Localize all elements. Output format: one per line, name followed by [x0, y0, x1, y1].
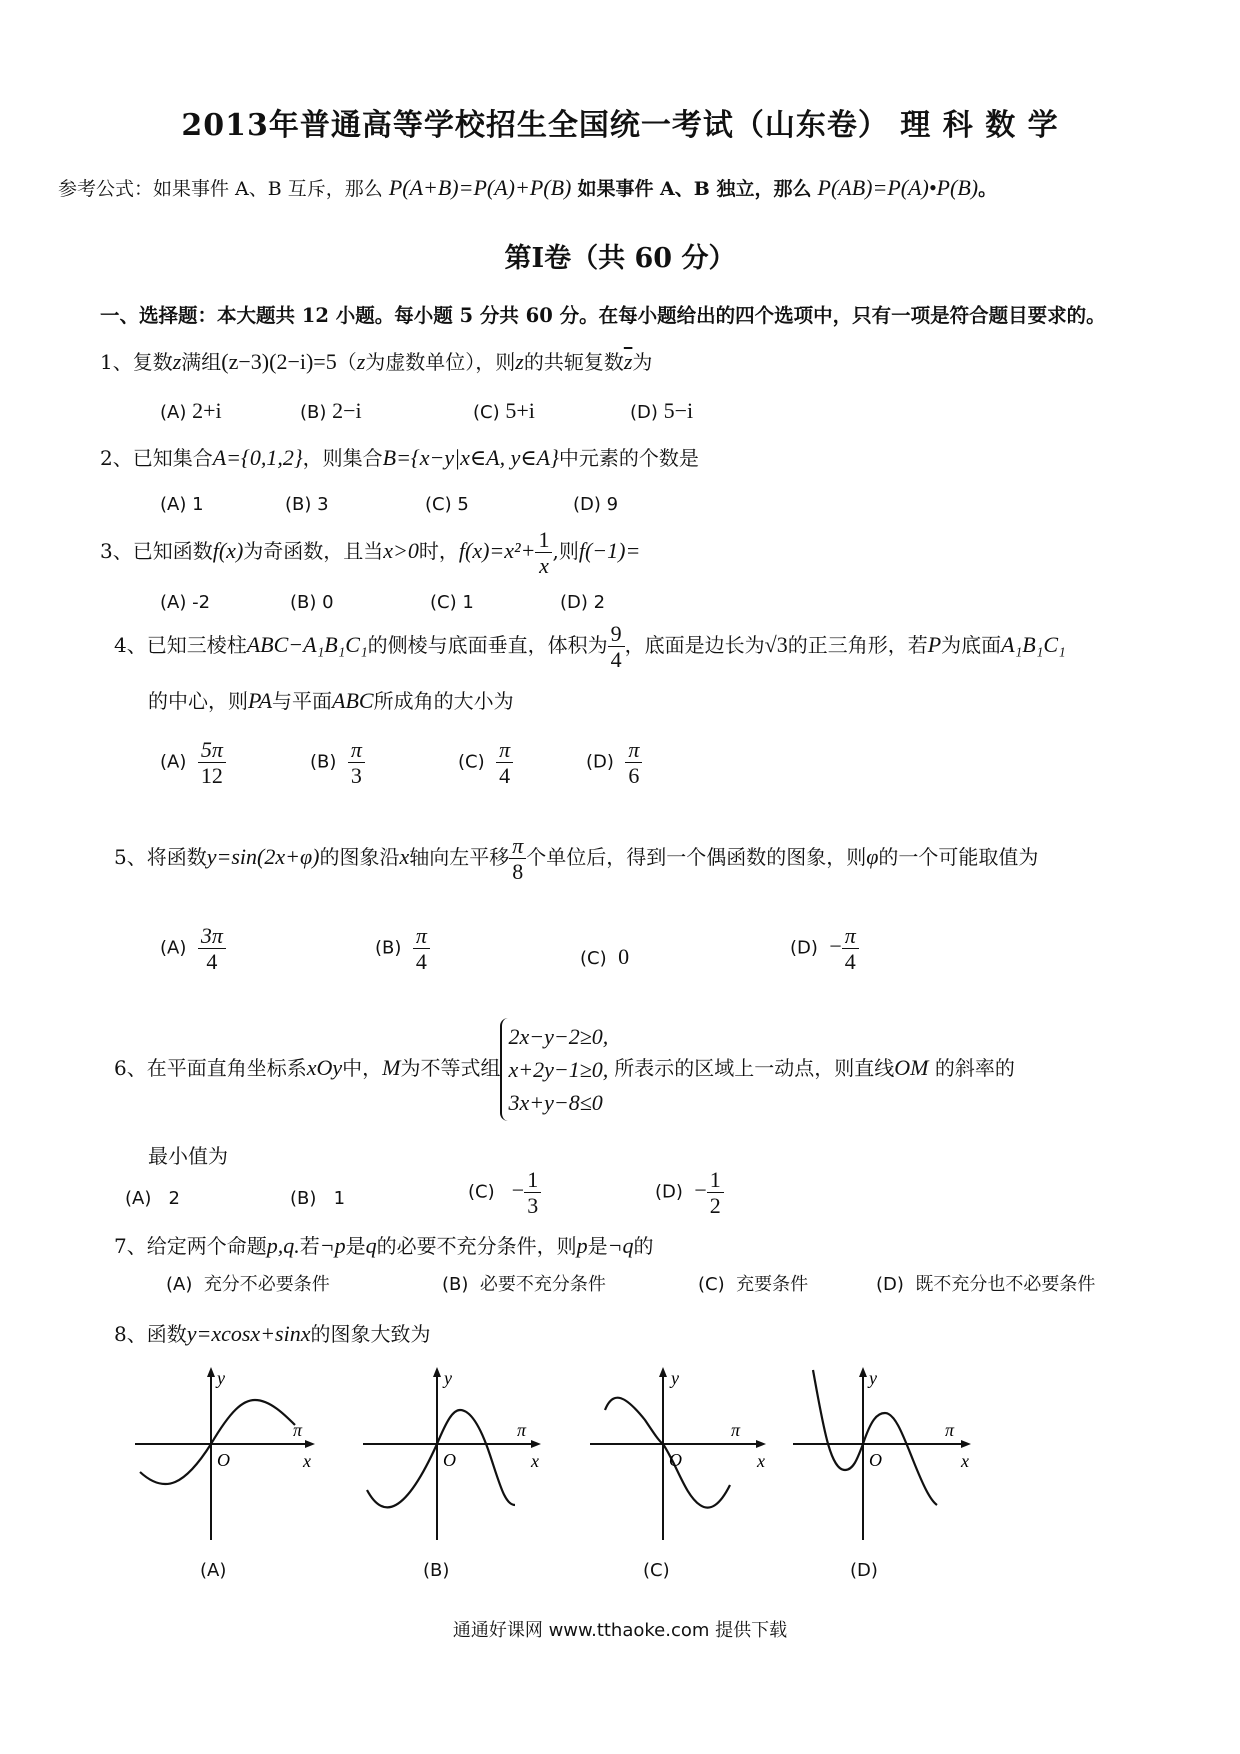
- q5-option-d-label: (D): [790, 937, 818, 959]
- q7-b-value: 必要不充分条件: [479, 1274, 606, 1295]
- q5-b-num: π: [413, 924, 430, 949]
- q6-option-a[interactable]: [125, 1188, 180, 1209]
- q8-d-pi: π: [945, 1420, 955, 1440]
- q7-text-b: 若: [299, 1234, 320, 1258]
- q7-text-e: 是: [587, 1234, 608, 1258]
- q1-option-c[interactable]: [473, 398, 535, 424]
- q1-option-d[interactable]: [630, 398, 693, 424]
- q7-not-q: ¬q: [607, 1233, 634, 1258]
- q4-side: √3: [764, 632, 788, 658]
- q5-shift-fraction: [509, 834, 526, 883]
- q6-text-d: 所表示的区域上一动点，则直线: [614, 1056, 895, 1080]
- q3-text-d: ,则: [552, 539, 579, 564]
- q3-option-c[interactable]: (C) 1: [430, 592, 474, 613]
- q5-text-d: 个单位后，得到一个偶函数的图象，则: [526, 845, 867, 870]
- q5-shift-den: 8: [512, 859, 524, 885]
- q8-a-x-label: x: [303, 1451, 311, 1471]
- q5-b-den: 4: [415, 949, 427, 975]
- q3-fx: f(x): [212, 538, 244, 564]
- question-2: [100, 442, 699, 471]
- ref-prefix: 参考公式：如果事件 A、B 互斥，那么: [58, 178, 383, 200]
- part-title: 第Ⅰ卷（共 60 分）: [504, 243, 736, 274]
- q5-d-sign: −: [829, 933, 842, 959]
- q6-option-a-label: (A): [125, 1188, 152, 1209]
- q7-option-d-label: (D): [876, 1274, 904, 1295]
- q8-b-origin: O: [443, 1450, 456, 1470]
- q8-graph-c[interactable]: [585, 1365, 775, 1545]
- q7-text-d: 的必要不充分条件，则: [376, 1234, 577, 1258]
- q8-d-origin: O: [869, 1450, 882, 1470]
- q5-option-a[interactable]: [160, 924, 226, 973]
- q4-abc: ABC: [332, 688, 374, 713]
- q6-option-c-label: (C): [468, 1181, 495, 1203]
- q4-c-den: 4: [499, 763, 511, 789]
- q7-option-a[interactable]: [166, 1270, 330, 1296]
- q4-option-c-label: (C): [458, 751, 485, 773]
- q8-b-y-label: y: [444, 1368, 452, 1388]
- q6-inequality-system: [500, 1018, 614, 1121]
- q1-text-f: 为: [632, 350, 653, 374]
- q7-option-b-label: (B): [442, 1274, 469, 1295]
- q8-b-pi: π: [517, 1420, 527, 1440]
- q6-option-d[interactable]: [655, 1168, 724, 1217]
- question-7: [114, 1230, 653, 1259]
- q5-a-den: 4: [206, 949, 218, 975]
- q1-option-c-value: 5+i: [505, 398, 535, 423]
- q1-text-a: 1、复数: [100, 350, 173, 374]
- reference-formula: [58, 174, 997, 201]
- q8-b-x-label: x: [531, 1451, 539, 1471]
- q6-ineq-2: x+2y−1≥0,: [508, 1057, 609, 1082]
- q4-volume-fraction: [608, 622, 625, 671]
- q4-option-a[interactable]: [160, 738, 226, 787]
- q7-option-b[interactable]: [442, 1270, 606, 1296]
- q5-option-b-label: (B): [375, 937, 402, 959]
- q1-conjugate: $\overline{z}$: [623, 349, 633, 374]
- q7-text-c: 是: [345, 1234, 366, 1258]
- q1-option-a-value: 2+i: [192, 398, 222, 423]
- q4-text-b: 的侧棱与底面垂直，体积为: [367, 633, 608, 658]
- q1-text-d: 为虚数单位），则: [365, 350, 516, 374]
- q6-text-e: 的斜率的: [934, 1056, 1015, 1080]
- q1-option-b-value: 2−i: [332, 398, 362, 423]
- q8-c-x-label: x: [757, 1451, 765, 1471]
- q7-q: q: [365, 1233, 377, 1258]
- q1-var: z: [172, 349, 182, 374]
- q8-caption-c[interactable]: (C): [643, 1560, 670, 1581]
- q5-d-num: π: [842, 924, 859, 949]
- q6-option-b-label: (B): [290, 1188, 317, 1209]
- q3-text-c: 时，: [418, 539, 459, 564]
- q4-line2-c: 所成角的大小为: [373, 689, 514, 713]
- q5-option-c-label: (C): [580, 948, 607, 969]
- ref-end: 。: [978, 178, 998, 200]
- question-5: [114, 834, 1038, 883]
- q7-d-value: 既不充分也不必要条件: [915, 1274, 1096, 1295]
- question-4-line-2: [148, 685, 514, 714]
- q4-text-a: 4、已知三棱柱: [114, 633, 247, 658]
- q4-option-b[interactable]: [310, 738, 365, 787]
- question-8: [114, 1318, 430, 1347]
- q7-option-a-label: (A): [166, 1274, 193, 1295]
- q1-option-d-label: (D): [630, 402, 658, 423]
- q7-pq: p,q.: [266, 1233, 300, 1258]
- q3-frac-num: 1: [535, 528, 552, 553]
- q6-ineq-1: 2x−y−2≥0,: [508, 1024, 609, 1049]
- q7-option-c-label: (C): [698, 1274, 725, 1295]
- q4-option-c[interactable]: [458, 738, 513, 787]
- q4-line2-a: 的中心，则: [148, 689, 248, 713]
- q3-text-a: 3、已知函数: [100, 539, 213, 564]
- q5-option-a-frac: [198, 924, 226, 973]
- q4-vol-num: 9: [608, 622, 625, 647]
- section-title: 一、选择题：本大题共 12 小题。每小题 5 分共 60 分。在每小题给出的四个选项中，只有一项是符合题目要求的。: [100, 304, 1106, 327]
- q3-cond: x>0: [383, 538, 419, 564]
- q8-c-y-label: y: [671, 1368, 679, 1388]
- q5-text-c: 轴向左平移: [409, 845, 510, 870]
- q3-expr: f(x)=x²+: [458, 538, 536, 564]
- q4-option-d-label: (D): [586, 751, 614, 773]
- q5-c-value: 0: [618, 944, 630, 969]
- q3-option-d[interactable]: (D) 2: [560, 592, 606, 613]
- q6-d-num: 1: [707, 1168, 724, 1193]
- q3-option-b[interactable]: (B) 0: [290, 592, 334, 613]
- q4-line2-b: 与平面: [272, 689, 333, 713]
- q8-a-y-label: y: [217, 1368, 225, 1388]
- question-6-line-2: 最小值为: [148, 1144, 228, 1168]
- q4-text-e: 为底面: [941, 633, 1002, 658]
- q2-option-d[interactable]: (D) 9: [573, 494, 619, 515]
- q6-om: OM: [894, 1055, 929, 1080]
- q7-c-value: 充要条件: [736, 1274, 809, 1295]
- q2-text-c: 中元素的个数是: [558, 446, 699, 470]
- q4-option-c-frac: [496, 738, 513, 787]
- q3-frac-den: x: [539, 553, 549, 579]
- q4-prism: ABC−A₁B₁C₁: [246, 632, 368, 658]
- q7-option-c[interactable]: [698, 1270, 808, 1296]
- ref-formula-1: P(A+B)=P(A)+P(B): [388, 175, 572, 200]
- q5-text-b: 的图象沿: [319, 845, 400, 870]
- q4-option-d[interactable]: [586, 738, 642, 787]
- q3-text-b: 为奇函数，且当: [243, 539, 384, 564]
- q1-var-3: z: [515, 349, 524, 374]
- q4-d-den: 6: [628, 763, 640, 789]
- q8-c-pi: π: [731, 1420, 741, 1440]
- q3-fraction: [535, 528, 552, 577]
- q8-graph-a[interactable]: [125, 1365, 315, 1545]
- q2-option-b[interactable]: (B) 3: [285, 494, 329, 515]
- q5-option-b-frac: [413, 924, 430, 973]
- q1-option-a[interactable]: [160, 398, 222, 424]
- q8-caption-d[interactable]: (D): [850, 1560, 878, 1581]
- q6-option-b[interactable]: [290, 1188, 345, 1209]
- q1-text-e: 的共轭复数: [523, 350, 624, 374]
- q8-graph-b[interactable]: [355, 1365, 545, 1545]
- q6-a-value: 2: [168, 1188, 180, 1209]
- q7-option-d[interactable]: [876, 1270, 1095, 1296]
- q4-base: A₁B₁C₁: [1001, 632, 1066, 658]
- q5-text-e: 的一个可能取值为: [878, 845, 1039, 870]
- q3-tail: f(−1)=: [578, 538, 641, 564]
- question-1: [100, 346, 652, 375]
- q4-b-den: 3: [350, 763, 362, 789]
- q6-text-b: 中，: [342, 1056, 383, 1080]
- q5-option-a-label: (A): [160, 937, 187, 959]
- q5-option-d[interactable]: [790, 924, 859, 973]
- q8-text-b: 的图象大致为: [310, 1322, 431, 1346]
- q1-text-b: 满组: [181, 350, 222, 374]
- q8-graph-d[interactable]: [785, 1365, 975, 1545]
- q6-ineq-3: 3x+y−8≤0: [508, 1090, 603, 1115]
- q4-option-b-label: (B): [310, 751, 337, 773]
- q4-option-a-frac: [198, 738, 226, 787]
- q8-c-origin: O: [669, 1450, 682, 1470]
- ref-middle: 如果事件 A、B 独立，那么: [577, 178, 812, 200]
- q2-text-b: ，则集合: [302, 446, 383, 470]
- q4-a-num: 5π: [198, 738, 226, 763]
- q6-c-num: 1: [524, 1168, 541, 1193]
- q2-set-a: A={0,1,2}: [212, 445, 303, 470]
- q6-text-a: 6、在平面直角坐标系: [114, 1056, 307, 1080]
- q5-d-den: 4: [844, 949, 856, 975]
- q7-a-value: 充分不必要条件: [203, 1274, 330, 1295]
- q8-a-origin: O: [217, 1450, 230, 1470]
- q4-point-p: P: [927, 632, 942, 658]
- q8-func: y=xcosx+sinx: [186, 1321, 311, 1346]
- q5-func: y=sin(2x+φ): [206, 844, 320, 870]
- q5-a-num: 3π: [198, 924, 226, 949]
- q4-c-num: π: [496, 738, 513, 763]
- q5-shift-num: π: [509, 834, 526, 859]
- q8-d-x-label: x: [961, 1451, 969, 1471]
- q6-option-c[interactable]: [468, 1168, 541, 1217]
- q8-a-pi: π: [293, 1420, 303, 1440]
- q1-option-b-label: (B): [300, 402, 327, 423]
- q8-caption-b[interactable]: (B): [423, 1560, 450, 1581]
- q6-b-value: 1: [333, 1188, 346, 1209]
- q1-text-c: （: [336, 350, 357, 374]
- q4-d-num: π: [625, 738, 642, 763]
- q7-not-p: ¬p: [319, 1233, 346, 1258]
- q5-option-b[interactable]: [375, 924, 430, 973]
- q6-c-den: 3: [527, 1193, 539, 1219]
- footer-source: 通通好课网 www.tthaoke.com 提供下载: [452, 1620, 788, 1641]
- ref-formula-2: P(AB)=P(A)•P(B): [817, 175, 979, 200]
- question-4: [114, 622, 1066, 671]
- q6-option-c-frac: [524, 1168, 541, 1217]
- q2-option-c[interactable]: (C) 5: [425, 494, 469, 515]
- q3-option-a[interactable]: (A) -2: [160, 592, 211, 613]
- q1-option-d-value: 5−i: [663, 398, 694, 423]
- q6-m: M: [382, 1055, 401, 1080]
- q6-d-sign: −: [694, 1177, 707, 1203]
- q7-text-f: 的: [633, 1234, 654, 1258]
- q5-option-d-frac: [842, 924, 859, 973]
- q8-d-y-label: y: [869, 1368, 877, 1388]
- q8-caption-a[interactable]: (A): [200, 1560, 227, 1581]
- q4-b-num: π: [348, 738, 365, 763]
- q4-vol-den: 4: [610, 647, 622, 673]
- q7-text-a: 7、给定两个命题: [114, 1234, 267, 1258]
- q1-option-b[interactable]: [300, 398, 362, 424]
- question-3: [100, 528, 640, 577]
- q4-option-d-frac: [625, 738, 642, 787]
- q6-xoy: xOy: [306, 1055, 343, 1080]
- q5-text-a: 5、将函数: [114, 845, 207, 870]
- q1-option-c-label: (C): [473, 402, 500, 423]
- q6-option-d-label: (D): [655, 1181, 683, 1203]
- q2-text-a: 2、已知集合: [100, 446, 213, 470]
- page-title: 2013年普通高等学校招生全国统一考试（山东卷） 理 科 数 学: [181, 108, 1059, 143]
- q2-option-a[interactable]: (A) 1: [160, 494, 204, 515]
- q5-x: x: [399, 844, 410, 870]
- q1-option-a-label: (A): [160, 402, 187, 423]
- q1-var-2: z: [356, 349, 366, 374]
- q1-expr: (z−3)(2−i)=5: [221, 349, 337, 374]
- q5-option-c[interactable]: [580, 944, 629, 970]
- q6-c-sign: −: [511, 1177, 525, 1203]
- q5-phi: φ: [866, 844, 879, 870]
- q4-option-b-frac: [348, 738, 365, 787]
- q2-set-b: B={x−y|x∈A, y∈A}: [382, 445, 559, 470]
- question-6: [114, 1018, 1015, 1121]
- q6-option-d-frac: [707, 1168, 724, 1217]
- q4-text-c: ，底面是边长为: [624, 633, 765, 658]
- q6-text-c: 为不等式组: [400, 1056, 501, 1080]
- q4-option-a-label: (A): [160, 751, 187, 773]
- q4-text-d: 的正三角形，若: [787, 633, 928, 658]
- q6-d-den: 2: [709, 1193, 721, 1219]
- q4-a-den: 12: [200, 763, 223, 789]
- q7-p: p: [576, 1233, 588, 1258]
- q8-text-a: 8、函数: [114, 1322, 187, 1346]
- q4-pa: PA: [248, 688, 273, 713]
